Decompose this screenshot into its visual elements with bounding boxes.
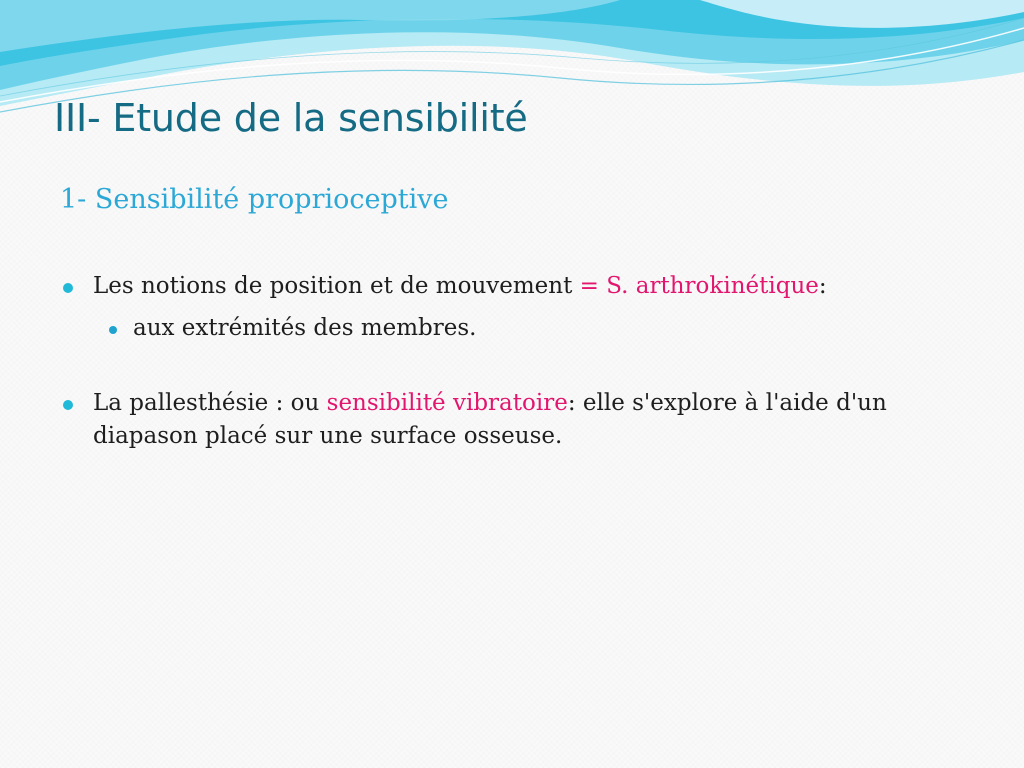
bullet-text: La pallesthésie : ou — [93, 390, 327, 416]
slide-title: III- Etude de la sensibilité — [54, 96, 528, 140]
bullet-text: Les notions de position et de mouvement — [93, 273, 580, 299]
bullet-dot-icon — [63, 400, 73, 410]
bullet-item-position — [60, 270, 960, 303]
sub-bullet-text: aux extrémités des membres. — [133, 315, 477, 341]
bullet-highlight: sensibilité vibratoire — [326, 390, 568, 416]
bullet-dot-icon — [63, 283, 73, 293]
bullet-text-end: : elle s'explore à l'aide d'un diapason placé sur une surface osseuse. — [93, 390, 887, 449]
sub-bullet-dot-icon — [109, 326, 117, 334]
bullet-text-end: : — [818, 273, 827, 299]
sub-bullet-item — [60, 312, 960, 345]
bullet-item-pallesthesie — [60, 387, 960, 453]
bullet-highlight: = S. arthrokinétique — [579, 273, 819, 299]
slide-content — [60, 270, 960, 453]
section-subtitle: 1- Sensibilité proprioceptive — [60, 184, 449, 215]
